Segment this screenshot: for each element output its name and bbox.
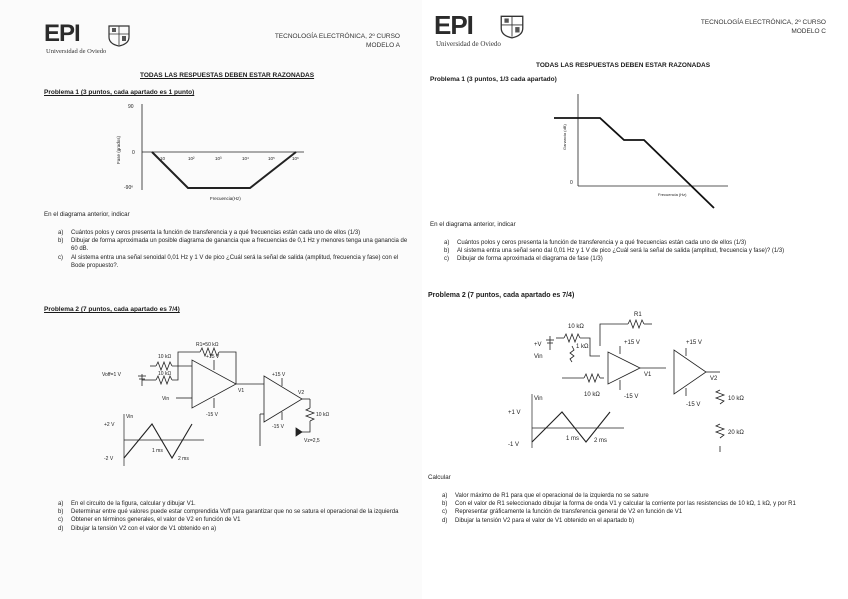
problem1-intro: En el diagrama anterior, indicar bbox=[44, 211, 130, 218]
opamp-2 bbox=[674, 350, 706, 394]
university-logo bbox=[44, 20, 144, 56]
voff-label: Voff=1 V bbox=[102, 372, 121, 378]
vee2-label: -15 V bbox=[272, 424, 284, 430]
gain-bode-figure bbox=[554, 90, 754, 210]
question-item: d) Dibujar la tensión V2 para el valor de V1 obtenido en el apartado b) bbox=[442, 517, 635, 524]
logo-mark: EPI bbox=[434, 10, 473, 40]
vcc1-label: +15 V bbox=[624, 340, 640, 346]
x-tick: 10⁶ bbox=[292, 156, 299, 161]
x-axis-label: Frecuencia(Hz) bbox=[210, 196, 241, 201]
question-item: b) Con el valor de R1 seleccionado dibujar la forma de onda V1 y calcular la corriente por las resistencias de 10 kΩ, 1 kΩ, y por R1 bbox=[442, 501, 796, 508]
question-item: c) Obtener en términos generales, el valor de V2 en función de V1 bbox=[58, 517, 241, 524]
exam-page-model-a bbox=[0, 0, 422, 599]
logo-university: Universidad de Oviedo bbox=[46, 48, 107, 55]
vz-label: Vz=2,5 bbox=[304, 438, 320, 444]
phase-bode-figure bbox=[108, 100, 338, 210]
ra-label: 10 kΩ bbox=[158, 354, 172, 360]
rtop-label: 10 kΩ bbox=[568, 324, 584, 330]
resistor-top bbox=[564, 334, 580, 342]
resistor-bottom bbox=[584, 374, 600, 382]
rload-label: 10 kΩ bbox=[316, 412, 330, 418]
crest-icon bbox=[498, 13, 526, 39]
r1-label: R1 bbox=[634, 312, 642, 318]
x-tick: 10 bbox=[160, 156, 166, 161]
x-tick: 10⁴ bbox=[242, 156, 249, 161]
rb-label: 10 kΩ bbox=[158, 371, 172, 377]
question-item: a) Valor máximo de R1 para que el operacional de la izquierda no se sature bbox=[442, 493, 649, 499]
x-ticks bbox=[160, 156, 299, 161]
vin-label: Vin bbox=[534, 354, 543, 360]
resistor-rb bbox=[156, 376, 172, 384]
y-tick-minus90: -90º bbox=[124, 185, 134, 191]
y-axis-label: Ganancia (dB) bbox=[562, 124, 567, 150]
rout2-label: 20 kΩ bbox=[728, 430, 744, 436]
vee2-label: -15 V bbox=[686, 402, 701, 408]
vee1-label: -15 V bbox=[206, 412, 218, 418]
resistor-mid bbox=[570, 346, 574, 362]
vcc2-label: +15 V bbox=[272, 372, 286, 378]
y-tick-90: 90 bbox=[128, 104, 134, 110]
question-item: c) Representar gráficamente la función de transferencia general de V2 en función de V1 bbox=[442, 509, 683, 516]
course-name: TECNOLOGÍA ELECTRÓNICA, 2º CURSO bbox=[274, 33, 400, 40]
exam-page-model-c bbox=[424, 0, 848, 599]
v1-label: V1 bbox=[238, 388, 245, 394]
resistor-load bbox=[306, 408, 314, 421]
instructions-title: TODAS LAS RESPUESTAS DEBEN ESTAR RAZONADAS bbox=[536, 62, 711, 69]
problem2-heading: Problema 2 (7 puntos, cada apartado es 7/4) bbox=[44, 306, 180, 313]
question-item: b) Al sistema entra una señal seno dal 0,01 Hz y 1 V de pico ¿Cuál será la señal de salida (amplitud, frecuencia y fase)? (1/3) bbox=[444, 248, 785, 255]
vee1-label: -15 V bbox=[624, 394, 639, 400]
course-name: TECNOLOGÍA ELECTRÓNICA, 2º CURSO bbox=[700, 19, 826, 26]
vcc2-label: +15 V bbox=[686, 340, 702, 346]
x-tick: 10⁵ bbox=[268, 156, 275, 161]
vin-label: Vin bbox=[162, 396, 170, 402]
y-tick-0: 0 bbox=[570, 180, 573, 186]
problem2-questions bbox=[442, 492, 838, 525]
rout1-label: 10 kΩ bbox=[728, 396, 744, 402]
logo-mark: EPI bbox=[44, 20, 80, 47]
vsrc-label: +V bbox=[534, 342, 542, 348]
resistor-out2 bbox=[716, 424, 724, 438]
wave-label: Vin bbox=[126, 414, 134, 420]
course-header bbox=[701, 18, 826, 36]
opamp-2 bbox=[264, 376, 305, 422]
question-item: a) Cuántos polos y ceros presenta la función de transferencia y a qué frecuencias están cada uno de ellos (1/3) bbox=[444, 240, 747, 246]
wave-t2: 2 ms bbox=[178, 456, 189, 462]
wave-low: -1 V bbox=[508, 442, 520, 448]
y-axis-label: Fase (grados) bbox=[116, 135, 121, 164]
rmid-label: 1 kΩ bbox=[576, 344, 589, 350]
question-item: a) Cuántos polos y ceros presenta la función de transferencia y a qué frecuencias están cada uno de ellos (1/3) bbox=[58, 230, 361, 236]
exam-model: MODELO A bbox=[366, 42, 400, 49]
problem2-questions bbox=[58, 500, 408, 533]
course-header bbox=[275, 32, 400, 50]
problem1-heading: Problema 1 (3 puntos, 1/3 cada apartado) bbox=[430, 76, 557, 83]
question-item: c) Dibujar de forma aproximada el diagrama de fase (1/3) bbox=[444, 256, 603, 263]
vcc1-label: +15 V bbox=[206, 354, 220, 360]
rbottom-label: 10 kΩ bbox=[584, 392, 600, 398]
question-item: b) Dibujar de forma aproximada un posible diagrama de ganancia que a frecuencias de 0,1 Hz y menores tenga una ganancia de 60 dB. bbox=[58, 238, 408, 253]
instructions-title: TODAS LAS RESPUESTAS DEBEN ESTAR RAZONADAS bbox=[140, 72, 315, 79]
question-item: b) Determinar entre qué valores puede estar comprendida Voff para garantizar que no se satura el operacional de la izquierda bbox=[58, 509, 399, 516]
wave-label: Vin bbox=[534, 396, 543, 402]
r1-label: R1=50 kΩ bbox=[196, 342, 219, 348]
resistor-r1 bbox=[628, 320, 644, 328]
question-item: d) Dibujar la tensión V2 con el valor de V1 obtenido en a) bbox=[58, 525, 217, 532]
x-axis-label: Frecuencia (Hz) bbox=[658, 192, 687, 197]
wave-low: -2 V bbox=[104, 456, 114, 462]
wave-t1: 1 ms bbox=[566, 436, 580, 442]
problem1-heading: Problema 1 (3 puntos, cada apartado es 1 punto) bbox=[44, 89, 195, 96]
wave-t1: 1 ms bbox=[152, 448, 163, 454]
problem2-intro: Calcular bbox=[428, 474, 451, 481]
resistor-out1 bbox=[716, 390, 724, 404]
input-waveform bbox=[504, 392, 634, 452]
x-tick: 10² bbox=[188, 156, 195, 161]
input-waveform bbox=[96, 410, 216, 470]
question-item: c) Al sistema entra una señal senoidal 0,01 Hz y 1 V de pico ¿Cuál será la señal de salida (amplitud, frecuencia y fase) con el Bode propuesto?. bbox=[58, 254, 399, 269]
problem1-questions bbox=[444, 239, 836, 264]
question-item: a) En el circuito de la figura, calcular y dibujar V1. bbox=[58, 501, 196, 507]
opamp-1 bbox=[608, 352, 640, 384]
university-logo bbox=[434, 10, 534, 48]
exam-model: MODELO C bbox=[791, 28, 826, 35]
resistor-ra bbox=[156, 362, 172, 370]
x-tick: 10³ bbox=[215, 156, 222, 161]
problem2-heading: Problema 2 (7 puntos, cada apartado es 7/4) bbox=[428, 292, 575, 299]
problem1-intro: En el diagrama anterior, indicar bbox=[430, 221, 516, 228]
wave-high: +1 V bbox=[508, 410, 521, 416]
logo-university: Universidad de Oviedo bbox=[436, 40, 501, 48]
problem1-questions bbox=[58, 229, 408, 270]
v2-label: V2 bbox=[710, 376, 718, 382]
wave-t2: 2 ms bbox=[594, 438, 608, 444]
v2-label: V2 bbox=[298, 390, 305, 396]
zener-diode bbox=[296, 428, 302, 436]
wave-high: +2 V bbox=[104, 422, 115, 428]
v1-label: V1 bbox=[644, 372, 652, 378]
y-tick-0: 0 bbox=[132, 150, 135, 156]
crest-icon bbox=[106, 23, 132, 47]
